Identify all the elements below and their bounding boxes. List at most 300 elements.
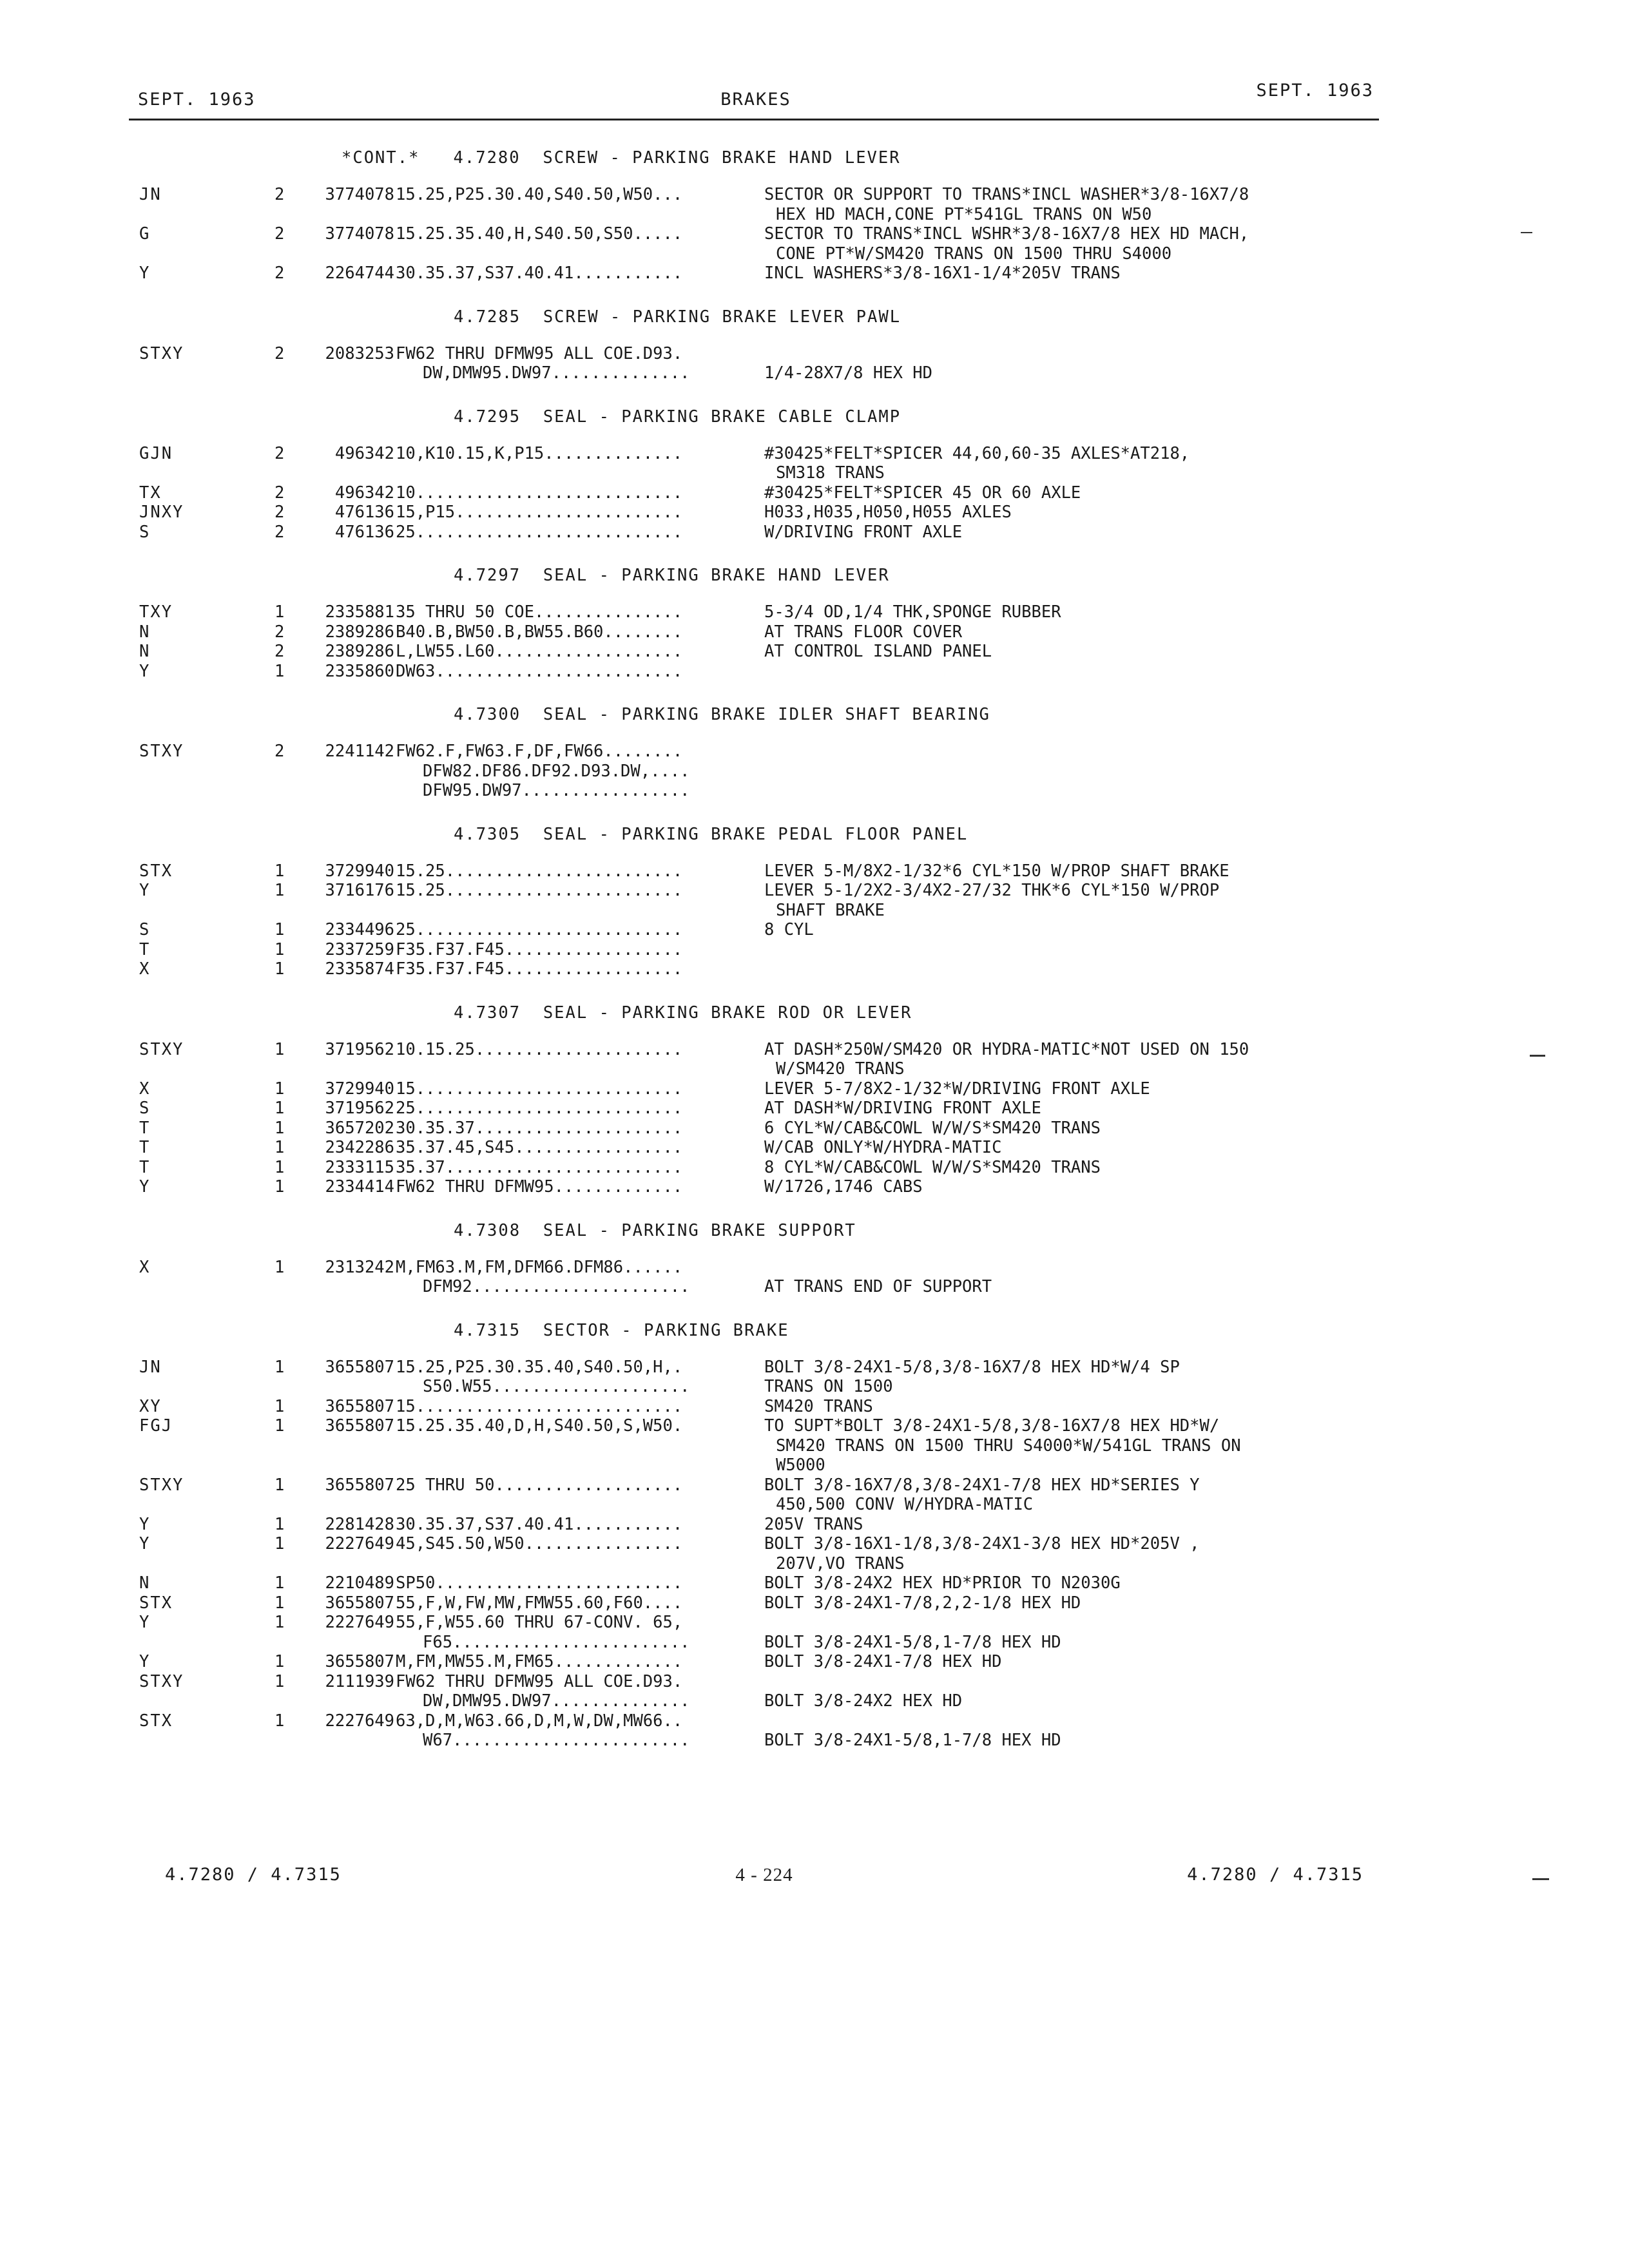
- part-number: 2227649: [325, 1613, 394, 1632]
- part-number: 3655807: [325, 1416, 394, 1436]
- margin-mark: [1532, 1878, 1549, 1880]
- part-number: 2335860: [325, 661, 394, 681]
- entry-line: [0, 881, 1629, 901]
- model-applicability: 25...........................: [396, 522, 683, 542]
- model-code: Y: [139, 264, 151, 283]
- entry-line: [0, 861, 1629, 881]
- entry-line: [0, 1711, 1629, 1731]
- part-description: 8 CYL: [764, 920, 814, 939]
- model-code: T: [139, 1157, 151, 1177]
- model-code: STX: [139, 1593, 173, 1613]
- model-applicability: DFW82.DF86.DF92.D93.DW,....: [423, 761, 690, 781]
- model-applicability: 25 THRU 50...................: [396, 1475, 683, 1495]
- model-applicability: FW62 THRU DFMW95 ALL COE.D93.: [396, 343, 683, 363]
- quantity: 2: [275, 642, 285, 661]
- quantity: 2: [275, 264, 285, 283]
- parts-entry: [0, 1358, 1629, 1397]
- model-code: Y: [139, 881, 151, 900]
- parts-entry: [0, 1652, 1629, 1672]
- quantity: 2: [275, 483, 285, 503]
- parts-entry: [0, 1672, 1629, 1711]
- section-gap: [0, 681, 1629, 702]
- quantity: 1: [275, 939, 285, 959]
- part-number: 2389286: [325, 622, 394, 642]
- model-applicability: M,FM63.M,FM,DFM66.DFM86......: [396, 1257, 683, 1277]
- part-number: 2335881: [325, 602, 394, 622]
- model-applicability: 15.25.35.40,D,H,S40.50,S,W50.: [396, 1416, 683, 1436]
- entry-line: [0, 444, 1629, 464]
- section-title: 4.7308 SEAL - PARKING BRAKE SUPPORT: [454, 1220, 856, 1240]
- model-code: N: [139, 642, 151, 661]
- entry-line: [0, 920, 1629, 940]
- part-number: 2241142: [325, 742, 394, 761]
- model-code: X: [139, 1079, 151, 1099]
- model-applicability: F65........................: [423, 1632, 690, 1652]
- part-number: 3655807: [325, 1652, 394, 1671]
- model-applicability: F35.F37.F45..................: [396, 959, 683, 979]
- entry-line: [0, 1613, 1629, 1633]
- section-title: 4.7307 SEAL - PARKING BRAKE ROD OR LEVER: [454, 1003, 912, 1023]
- parts-entry: [0, 861, 1629, 881]
- model-code: Y: [139, 1177, 151, 1196]
- part-description: LEVER 5-M/8X2-1/32*6 CYL*150 W/PROP SHAFT BRAKE: [764, 861, 1229, 881]
- model-code: S: [139, 1099, 151, 1118]
- entry-line: [0, 185, 1629, 205]
- part-number: 2111939: [325, 1671, 394, 1691]
- entry-line: [0, 1672, 1629, 1692]
- parts-entry: [0, 1573, 1629, 1593]
- quantity: 2: [275, 443, 285, 463]
- model-applicability: DFM92......................: [423, 1277, 690, 1296]
- footer-range-right: 4.7280 / 4.7315: [1187, 1865, 1364, 1885]
- entry-line: [0, 1691, 1629, 1711]
- model-code: TX: [139, 483, 162, 503]
- part-description: AT TRANS FLOOR COVER: [764, 622, 963, 642]
- quantity: 1: [275, 1118, 285, 1138]
- entry-line: [0, 1456, 1629, 1475]
- parts-entry: [0, 920, 1629, 940]
- part-description: AT TRANS END OF SUPPORT: [764, 1277, 992, 1296]
- part-description: W/CAB ONLY*W/HYDRA-MATIC: [764, 1138, 1002, 1157]
- model-code: T: [139, 1118, 151, 1138]
- model-code: STX: [139, 1711, 173, 1731]
- part-description: W/DRIVING FRONT AXLE: [764, 522, 963, 542]
- model-code: JN: [139, 185, 162, 204]
- parts-entry: [0, 1593, 1629, 1613]
- parts-entry: [0, 940, 1629, 960]
- part-number: 3774078: [325, 224, 394, 244]
- section-title: 4.7295 SEAL - PARKING BRAKE CABLE CLAMP: [454, 407, 901, 427]
- section-gap: [0, 1751, 1629, 1771]
- entry-line: [0, 224, 1629, 244]
- model-applicability: 35.37.45,S45.................: [396, 1138, 683, 1157]
- model-code: Y: [139, 1652, 151, 1671]
- entry-line: [0, 762, 1629, 782]
- model-applicability: 15.25........................: [396, 881, 683, 900]
- model-applicability: 45,S45.50,W50................: [396, 1534, 683, 1553]
- section-gap: [0, 1197, 1629, 1218]
- entry-line: [0, 1633, 1629, 1653]
- parts-entry: [0, 523, 1629, 543]
- model-applicability: 35 THRU 50 COE...............: [396, 602, 683, 622]
- parts-entry: [0, 1177, 1629, 1197]
- part-number: 2389286: [325, 642, 394, 661]
- parts-entry: [0, 622, 1629, 642]
- part-description: W/SM420 TRANS: [776, 1059, 905, 1079]
- model-code: S: [139, 522, 151, 542]
- quantity: 1: [275, 1257, 285, 1277]
- entry-line: [0, 1177, 1629, 1197]
- parts-entry: [0, 1258, 1629, 1297]
- model-code: T: [139, 939, 151, 959]
- part-description: 1/4-28X7/8 HEX HD: [764, 363, 932, 383]
- part-description: 450,500 CONV W/HYDRA-MATIC: [776, 1495, 1034, 1514]
- entry-line: [0, 1079, 1629, 1099]
- part-number: 496342: [334, 483, 394, 503]
- entry-line: [0, 1277, 1629, 1297]
- entry-line: [0, 244, 1629, 264]
- part-description: BOLT 3/8-24X1-7/8 HEX HD: [764, 1652, 1002, 1671]
- entry-line: [0, 1554, 1629, 1574]
- entry-line: [0, 503, 1629, 523]
- model-code: TXY: [139, 602, 173, 622]
- entry-line: [0, 205, 1629, 225]
- section-gap: [0, 979, 1629, 1000]
- page-header: [138, 81, 1374, 113]
- parts-entry: [0, 264, 1629, 284]
- entry-line: [0, 1040, 1629, 1060]
- entry-line: [0, 781, 1629, 801]
- model-applicability: 15.25,P25.30.35.40,S40.50,H,.: [396, 1357, 683, 1377]
- model-code: STXY: [139, 1039, 184, 1059]
- part-description: BOLT 3/8-24X2 HEX HD*PRIOR TO N2030G: [764, 1573, 1121, 1593]
- model-code: STXY: [139, 1671, 184, 1691]
- part-number: 3655807: [325, 1357, 394, 1377]
- part-number: 2227649: [325, 1534, 394, 1553]
- model-applicability: 15.25.35.40,H,S40.50,S50.....: [396, 224, 683, 244]
- parts-entry: [0, 1534, 1629, 1573]
- entry-line: [0, 1138, 1629, 1158]
- quantity: 1: [275, 1099, 285, 1118]
- quantity: 2: [275, 622, 285, 642]
- quantity: 2: [275, 503, 285, 522]
- part-number: 3657202: [325, 1118, 394, 1138]
- section-gap: [0, 801, 1629, 822]
- parts-entry: [0, 1119, 1629, 1139]
- entry-line: [0, 344, 1629, 364]
- section-title: 4.7305 SEAL - PARKING BRAKE PEDAL FLOOR PANEL: [454, 824, 969, 844]
- entry-line: [0, 1475, 1629, 1495]
- parts-entry: [0, 344, 1629, 383]
- model-applicability: 30.35.37.....................: [396, 1118, 683, 1138]
- entry-line: [0, 1377, 1629, 1397]
- section-gap: [0, 284, 1629, 304]
- entry-line: [0, 1593, 1629, 1613]
- part-description: AT CONTROL ISLAND PANEL: [764, 642, 992, 661]
- model-code: N: [139, 1573, 151, 1593]
- parts-entry: [0, 1416, 1629, 1475]
- entry-line: [0, 1119, 1629, 1139]
- model-applicability: 15.25,P25.30.40,S40.50,W50...: [396, 185, 683, 204]
- model-code: XY: [139, 1396, 162, 1416]
- entry-line: [0, 1397, 1629, 1417]
- part-number: 2281428: [325, 1514, 394, 1534]
- part-number: 2337259: [325, 939, 394, 959]
- parts-entry: [0, 1040, 1629, 1079]
- part-number: 496342: [334, 443, 394, 463]
- parts-entry: [0, 1079, 1629, 1099]
- model-applicability: 10.15.25.....................: [396, 1039, 683, 1059]
- model-code: X: [139, 1257, 151, 1277]
- entry-line: [0, 622, 1629, 642]
- part-description: SM420 TRANS ON 1500 THRU S4000*W/541GL TRANS ON: [776, 1436, 1241, 1456]
- parts-entry: [0, 1138, 1629, 1158]
- model-code: GJN: [139, 443, 173, 463]
- part-description: SM318 TRANS: [776, 463, 885, 483]
- model-code: STXY: [139, 343, 184, 363]
- section-gap: [0, 542, 1629, 562]
- model-applicability: 30.35.37,S37.40.41...........: [396, 264, 683, 283]
- part-number: 476136: [334, 503, 394, 522]
- model-code: G: [139, 224, 151, 244]
- quantity: 1: [275, 1357, 285, 1377]
- header-section-title: BRAKES: [720, 90, 791, 110]
- section-title: 4.7297 SEAL - PARKING BRAKE HAND LEVER: [454, 566, 890, 585]
- model-applicability: 55,F,W,FW,MW,FMW55.60,F60....: [396, 1593, 683, 1613]
- model-code: N: [139, 622, 151, 642]
- model-code: X: [139, 959, 151, 979]
- entry-line: [0, 1258, 1629, 1278]
- header-date-right: SEPT. 1963: [1256, 81, 1374, 101]
- part-number: 2334496: [325, 920, 394, 939]
- model-applicability: L,LW55.L60...................: [396, 642, 683, 661]
- quantity: 1: [275, 881, 285, 900]
- part-number: 476136: [334, 522, 394, 542]
- part-description: BOLT 3/8-24X2 HEX HD: [764, 1691, 963, 1711]
- section-gap: [0, 383, 1629, 404]
- part-description: AT DASH*W/DRIVING FRONT AXLE: [764, 1099, 1041, 1118]
- model-code: Y: [139, 1534, 151, 1553]
- part-number: 2342286: [325, 1138, 394, 1157]
- part-number: 3719562: [325, 1039, 394, 1059]
- part-number: 3655807: [325, 1593, 394, 1613]
- model-applicability: DW,DMW95.DW97..............: [423, 1691, 690, 1711]
- part-description: H033,H035,H050,H055 AXLES: [764, 503, 1012, 522]
- parts-entry: [0, 224, 1629, 264]
- quantity: 1: [275, 1593, 285, 1613]
- entry-line: [0, 742, 1629, 762]
- part-number: 3716176: [325, 881, 394, 900]
- part-number: 2334414: [325, 1177, 394, 1196]
- part-description: 6 CYL*W/CAB&COWL W/W/S*SM420 TRANS: [764, 1118, 1101, 1138]
- part-description: W5000: [776, 1456, 825, 1475]
- part-description: LEVER 5-7/8X2-1/32*W/DRIVING FRONT AXLE: [764, 1079, 1150, 1099]
- part-description: SECTOR TO TRANS*INCL WSHR*3/8-16X7/8 HEX HD MACH,: [764, 224, 1249, 244]
- part-number: 2227649: [325, 1711, 394, 1731]
- header-date-left: SEPT. 1963: [138, 90, 256, 110]
- parts-entry: [0, 881, 1629, 920]
- parts-entry: [0, 1515, 1629, 1535]
- parts-listing: [0, 145, 1629, 1771]
- parts-entry: [0, 1711, 1629, 1751]
- part-description: INCL WASHERS*3/8-16X1-1/4*205V TRANS: [764, 264, 1121, 283]
- part-number: 2313242: [325, 1257, 394, 1277]
- model-applicability: W67........................: [423, 1731, 690, 1750]
- part-description: 5-3/4 OD,1/4 THK,SPONGE RUBBER: [764, 602, 1061, 622]
- quantity: 1: [275, 1416, 285, 1436]
- model-applicability: SP50.........................: [396, 1573, 683, 1593]
- model-applicability: DW63.........................: [396, 661, 683, 681]
- entry-line: [0, 483, 1629, 503]
- header-rule: [129, 119, 1379, 120]
- model-code: STXY: [139, 742, 184, 761]
- page-number: 4 - 224: [735, 1865, 793, 1885]
- entry-line: [0, 1495, 1629, 1515]
- model-applicability: 25...........................: [396, 1099, 683, 1118]
- model-code: Y: [139, 1514, 151, 1534]
- entry-line: [0, 1573, 1629, 1593]
- part-number: 3774078: [325, 185, 394, 204]
- parts-entry: [0, 1613, 1629, 1652]
- parts-entry: [0, 1099, 1629, 1119]
- part-description: BOLT 3/8-24X1-5/8,1-7/8 HEX HD: [764, 1632, 1061, 1652]
- quantity: 1: [275, 1671, 285, 1691]
- entry-line: [0, 363, 1629, 383]
- model-applicability: S50.W55....................: [423, 1377, 690, 1396]
- margin-mark: [1530, 1055, 1545, 1057]
- part-description: BOLT 3/8-24X1-5/8,1-7/8 HEX HD: [764, 1731, 1061, 1750]
- part-description: BOLT 3/8-16X7/8,3/8-24X1-7/8 HEX HD*SERIES Y: [764, 1475, 1200, 1495]
- part-description: TRANS ON 1500: [764, 1377, 893, 1396]
- part-description: SHAFT BRAKE: [776, 900, 885, 920]
- quantity: 1: [275, 1138, 285, 1157]
- model-applicability: B40.B,BW50.B,BW55.B60........: [396, 622, 683, 642]
- quantity: 1: [275, 1613, 285, 1632]
- quantity: 1: [275, 1396, 285, 1416]
- part-description: SECTOR OR SUPPORT TO TRANS*INCL WASHER*3/8-16X7/8: [764, 185, 1249, 204]
- model-applicability: FW62 THRU DFMW95 ALL COE.D93.: [396, 1671, 683, 1691]
- part-number: 2083253: [325, 343, 394, 363]
- parts-entry: [0, 959, 1629, 979]
- model-applicability: 15,P15.......................: [396, 503, 683, 522]
- section-title: 4.7285 SCREW - PARKING BRAKE LEVER PAWL: [454, 307, 901, 327]
- model-applicability: FW62.F,FW63.F,DF,FW66........: [396, 742, 683, 761]
- quantity: 1: [275, 1177, 285, 1196]
- part-description: AT DASH*250W/SM420 OR HYDRA-MATIC*NOT USED ON 150: [764, 1039, 1249, 1059]
- part-number: 2335874: [325, 959, 394, 979]
- part-number: 3655807: [325, 1475, 394, 1495]
- part-number: 3655807: [325, 1396, 394, 1416]
- part-description: SM420 TRANS: [764, 1396, 873, 1416]
- quantity: 2: [275, 343, 285, 363]
- parts-entry: [0, 1397, 1629, 1417]
- part-description: BOLT 3/8-24X1-5/8,3/8-16X7/8 HEX HD*W/4 SP: [764, 1357, 1180, 1377]
- model-code: JN: [139, 1357, 162, 1377]
- quantity: 1: [275, 661, 285, 681]
- parts-entry: [0, 503, 1629, 523]
- part-number: 2333115: [325, 1157, 394, 1177]
- section-title: 4.7300 SEAL - PARKING BRAKE IDLER SHAFT BEARING: [454, 705, 990, 724]
- model-code: FGJ: [139, 1416, 173, 1436]
- model-applicability: M,FM,MW55.M,FM65.............: [396, 1652, 683, 1671]
- quantity: 1: [275, 602, 285, 622]
- part-description: BOLT 3/8-16X1-1/8,3/8-24X1-3/8 HEX HD*205V ,: [764, 1534, 1200, 1553]
- quantity: 2: [275, 522, 285, 542]
- part-description: W/1726,1746 CABS: [764, 1177, 923, 1196]
- entry-line: [0, 1158, 1629, 1178]
- entry-line: [0, 662, 1629, 682]
- model-applicability: F35.F37.F45..................: [396, 939, 683, 959]
- quantity: 1: [275, 1573, 285, 1593]
- quantity: 1: [275, 1475, 285, 1495]
- model-applicability: 15...........................: [396, 1079, 683, 1099]
- quantity: 1: [275, 959, 285, 979]
- parts-entry: [0, 662, 1629, 682]
- parts-entry: [0, 602, 1629, 622]
- quantity: 2: [275, 742, 285, 761]
- part-number: 2210489: [325, 1573, 394, 1593]
- entry-line: [0, 523, 1629, 543]
- part-description: TO SUPT*BOLT 3/8-24X1-5/8,3/8-16X7/8 HEX HD*W/: [764, 1416, 1220, 1436]
- quantity: 1: [275, 920, 285, 939]
- model-applicability: 30.35.37,S37.40.41...........: [396, 1514, 683, 1534]
- part-description: HEX HD MACH,CONE PT*541GL TRANS ON W50: [776, 204, 1152, 224]
- model-applicability: 25...........................: [396, 920, 683, 939]
- part-description: CONE PT*W/SM420 TRANS ON 1500 THRU S4000: [776, 244, 1172, 264]
- part-number: 3719562: [325, 1099, 394, 1118]
- model-code: STX: [139, 861, 173, 881]
- entry-line: [0, 1099, 1629, 1119]
- model-applicability: DFW95.DW97.................: [423, 781, 690, 800]
- model-code: JNXY: [139, 503, 184, 522]
- quantity: 1: [275, 1039, 285, 1059]
- model-applicability: 10,K10.15,K,P15..............: [396, 443, 683, 463]
- model-code: STXY: [139, 1475, 184, 1495]
- parts-entry: [0, 483, 1629, 503]
- entry-line: [0, 1731, 1629, 1751]
- quantity: 2: [275, 185, 285, 204]
- quantity: 1: [275, 1711, 285, 1731]
- entry-line: [0, 940, 1629, 960]
- part-description: #30425*FELT*SPICER 45 OR 60 AXLE: [764, 483, 1081, 503]
- model-applicability: 15...........................: [396, 1396, 683, 1416]
- entry-line: [0, 602, 1629, 622]
- parts-entry: [0, 185, 1629, 224]
- entry-line: [0, 901, 1629, 921]
- parts-entry: [0, 1475, 1629, 1515]
- entry-line: [0, 1534, 1629, 1554]
- part-description: BOLT 3/8-24X1-7/8,2,2-1/8 HEX HD: [764, 1593, 1081, 1613]
- entry-line: [0, 959, 1629, 979]
- model-applicability: 35.37........................: [396, 1157, 683, 1177]
- entry-line: [0, 1358, 1629, 1378]
- model-code: T: [139, 1138, 151, 1157]
- parts-entry: [0, 642, 1629, 662]
- parts-entry: [0, 1158, 1629, 1178]
- model-applicability: 10...........................: [396, 483, 683, 503]
- model-applicability: 63,D,M,W63.66,D,M,W,DW,MW66..: [396, 1711, 683, 1731]
- part-number: 2264744: [325, 264, 394, 283]
- entry-line: [0, 1416, 1629, 1436]
- footer-range-left: 4.7280 / 4.7315: [165, 1865, 342, 1885]
- parts-entry: [0, 444, 1629, 483]
- part-description: #30425*FELT*SPICER 44,60,60-35 AXLES*AT218,: [764, 443, 1190, 463]
- entry-line: [0, 264, 1629, 284]
- part-description: 207V,VO TRANS: [776, 1553, 905, 1573]
- quantity: 1: [275, 1652, 285, 1671]
- part-number: 3729940: [325, 861, 394, 881]
- model-applicability: 15.25........................: [396, 861, 683, 881]
